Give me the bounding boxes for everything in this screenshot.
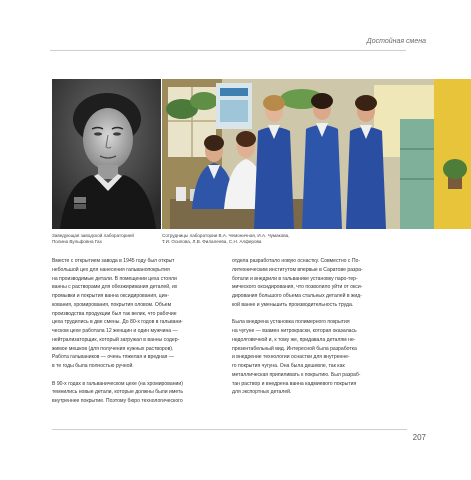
text-column-right	[232, 257, 398, 406]
paragraph: отдела разработало новую оснастку. Совместно с По- литехническим институтом впервые в Саратове разра- ботали и внедрили в гальванике установку паро-тер- мического оксидирования, что позволило уйти от окси- дирования большого объема стальных деталей в жид- кой ванне и уменьшить производительность труда.	[232, 258, 363, 308]
group-photo	[162, 79, 471, 229]
header-divider	[50, 50, 406, 51]
paragraph: Была внедрена установка полимерного покрытия на чугуне — взамен нитрокраски, которая оказалась недолговечной и, к тому же, придавала деталям не- презентабельный вид. Интересной была разработка и внедрение технологии оснастки для внутренне- го покрытия чугуна. Она была дешевле, так как металлическая припиливать к покрытию. Был разраб- тан раствор и внедрена ванна кадмиевого покрытия для экспортных деталей.	[232, 319, 361, 396]
portrait-photo-image	[52, 79, 161, 229]
group-photo-caption: Сотрудницы лаборатории В.А. Чемоничная, И.А. Чумакова, Т.И. Осипова, Л.В. Филалеева, С.Н. Алферова	[162, 233, 290, 244]
running-head: Достойная смена	[366, 38, 426, 45]
paragraph: В 90-х годах в гальваническом цехе (на хромировании) темнились новые детали, которые должны были иметь внутреннее покрытие. Поэтому бюро технологического	[52, 380, 183, 404]
portrait-photo	[52, 79, 161, 229]
text-column-left	[52, 257, 218, 415]
page-number: 207	[412, 433, 426, 442]
group-photo-image	[162, 79, 471, 229]
footer-divider	[52, 429, 407, 430]
portrait-caption: Заведующая заводской лабораторией Полина Вульфовна Гах	[52, 233, 134, 244]
paragraph: Вместе с открытием завода в 1945 году был открыт небольшой цех для нанесения гальванопокрытия на производимые детали. В помещении цеха стояли ванны с растворами для обезжиривания деталей, их промывки и покрытия ванна оксидирования, цин- кования, хромирования, покрытия оловом. Объем производства продукции был так велик, что рабочие цеха трудились в две смены. До 80-х годов в гальвани- ческом цехе работала 12 женщин и один мужчина — нейтрализаторщик, который загружал в ванны содер- жимое мешков (для получения нужных растворов). Работа гальваников — очень тяжелая и вредная — в те годы была полностью ручной.	[52, 258, 183, 369]
